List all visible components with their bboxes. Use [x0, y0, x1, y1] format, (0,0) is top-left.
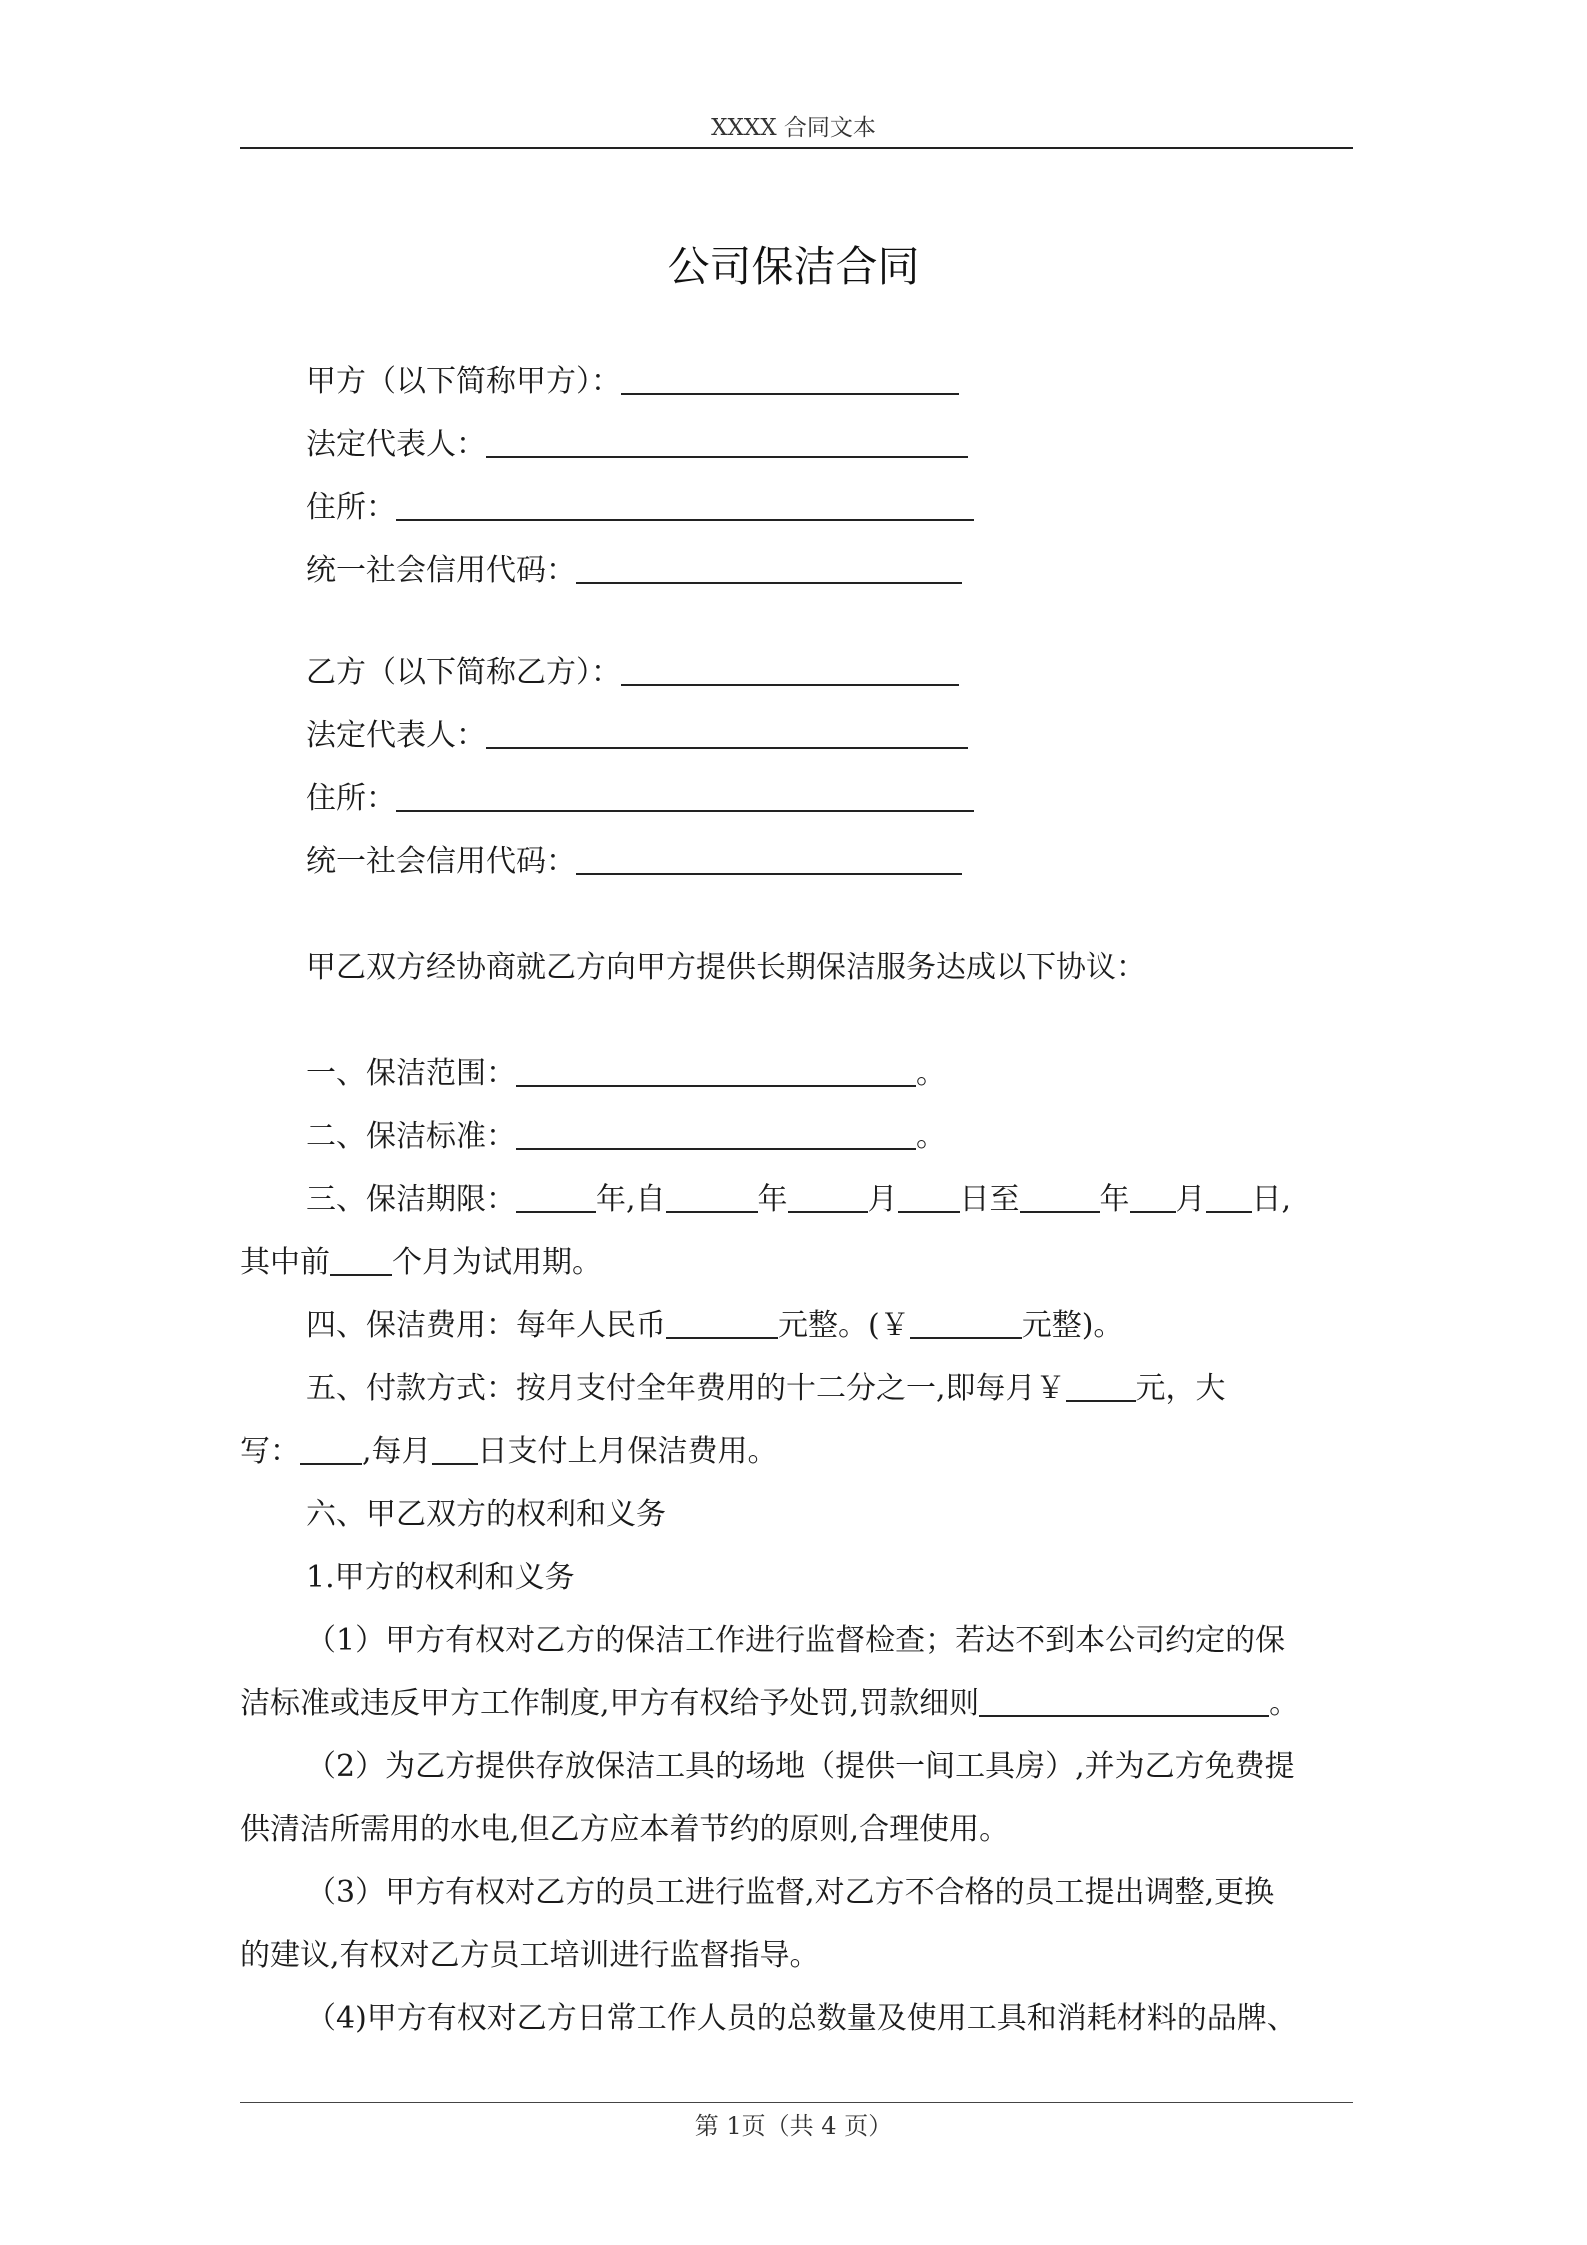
clause-3-start-month-blank[interactable]	[788, 1181, 868, 1213]
party-b-rep-blank[interactable]	[486, 717, 968, 749]
clause-3-text: 年	[757, 1182, 788, 1217]
party-b-addr-label: 住所：	[306, 781, 396, 816]
party-b-name-blank[interactable]	[621, 654, 959, 686]
party-a-code-blank[interactable]	[576, 552, 962, 584]
party-a-addr-line	[306, 488, 974, 528]
clause-3-text: 个月为试用期。	[392, 1245, 602, 1280]
clause-4-text: 元整。(￥	[778, 1308, 910, 1343]
party-b-rep-line	[306, 716, 968, 756]
clause-5-text: 写：	[240, 1434, 300, 1469]
party-a-addr-label: 住所：	[306, 490, 396, 525]
clause-3-line-1	[306, 1180, 1291, 1220]
clause-5-text: 日支付上月保洁费用。	[477, 1434, 778, 1469]
clause-3-start-year-blank[interactable]	[666, 1181, 758, 1213]
party-a-duty-2-line-1: （2）为乙方提供存放保洁工具的场地（提供一间工具房）,并为乙方免费提	[306, 1749, 1295, 1784]
clause-3-end-day-blank[interactable]	[1206, 1181, 1252, 1213]
clause-5-line-2	[240, 1432, 778, 1472]
clause-3-text: 月	[867, 1182, 898, 1217]
clause-5-uppercase-blank[interactable]	[300, 1433, 362, 1465]
clause-5-line-1	[306, 1369, 1226, 1409]
clause-5-monthly-blank[interactable]	[1066, 1370, 1136, 1402]
party-a-name-line	[306, 362, 959, 402]
header-rule	[240, 147, 1353, 149]
clause-3-text: 月	[1175, 1182, 1206, 1217]
clause-4	[306, 1306, 1123, 1346]
clause-4-amount-blank[interactable]	[666, 1307, 778, 1339]
party-a-duty-1-text: 洁标准或违反甲方工作制度,甲方有权给予处罚,罚款细则	[240, 1686, 980, 1721]
clause-2-label: 二、保洁标准：	[306, 1119, 516, 1154]
penalty-details-blank[interactable]	[979, 1685, 1269, 1717]
clause-3-text: 其中前	[240, 1245, 330, 1280]
party-a-addr-blank[interactable]	[396, 489, 974, 521]
party-a-name-label: 甲方（以下简称甲方）：	[306, 364, 621, 399]
clause-4-label: 四、保洁费用：每年人民币	[306, 1308, 666, 1343]
clause-2-blank[interactable]	[516, 1118, 916, 1150]
party-b-code-label: 统一社会信用代码：	[306, 844, 576, 879]
party-a-rep-blank[interactable]	[486, 426, 968, 458]
party-a-duty-1-end: 。	[1269, 1686, 1300, 1721]
clause-2	[306, 1117, 946, 1157]
clause-1	[306, 1054, 946, 1094]
party-b-name-label: 乙方（以下简称乙方）：	[306, 655, 621, 690]
clause-3-text: 日至	[959, 1182, 1020, 1217]
party-a-rep-label: 法定代表人：	[306, 427, 486, 462]
clause-3-text: 日,	[1251, 1182, 1292, 1217]
clause-3-end-month-blank[interactable]	[1130, 1181, 1176, 1213]
party-a-duty-3-line-1: （3）甲方有权对乙方的员工进行监督,对乙方不合格的员工提出调整,更换	[306, 1875, 1275, 1910]
clause-1-label: 一、保洁范围：	[306, 1056, 516, 1091]
party-a-duty-1-line-1: （1）甲方有权对乙方的保洁工作进行监督检查；若达不到本公司约定的保	[306, 1623, 1286, 1658]
clause-3-years-blank[interactable]	[516, 1181, 596, 1213]
clause-4-text: 元整)。	[1021, 1308, 1124, 1343]
footer-rule	[240, 2102, 1353, 2103]
party-b-addr-line	[306, 779, 974, 819]
clause-3-text: 年	[1099, 1182, 1130, 1217]
clause-5-day-blank[interactable]	[432, 1433, 478, 1465]
party-b-name-line	[306, 653, 959, 693]
party-b-code-blank[interactable]	[576, 843, 962, 875]
party-a-name-blank[interactable]	[621, 363, 959, 395]
clause-5-text: ,每月	[362, 1434, 432, 1469]
clause-3-end-year-blank[interactable]	[1020, 1181, 1100, 1213]
clause-2-end: 。	[916, 1119, 946, 1154]
clause-3-label: 三、保洁期限：	[306, 1182, 516, 1217]
clause-3-trial-blank[interactable]	[330, 1244, 392, 1276]
party-b-code-line	[306, 842, 962, 882]
intro-paragraph: 甲乙双方经协商就乙方向甲方提供长期保洁服务达成以下协议：	[306, 950, 1146, 985]
party-a-rep-line	[306, 425, 968, 465]
clause-6-heading: 六、甲乙双方的权利和义务	[306, 1497, 666, 1532]
clause-3-start-day-blank[interactable]	[898, 1181, 960, 1213]
clause-5-label: 五、付款方式：按月支付全年费用的十二分之一,即每月￥	[306, 1371, 1066, 1406]
clause-4-amount-figure-blank[interactable]	[910, 1307, 1022, 1339]
party-a-code-label: 统一社会信用代码：	[306, 553, 576, 588]
party-b-addr-blank[interactable]	[396, 780, 974, 812]
party-a-duty-4-line-1: （4)甲方有权对乙方日常工作人员的总数量及使用工具和消耗材料的品牌、	[306, 2001, 1297, 2036]
clause-3-line-2	[240, 1243, 602, 1283]
document-title: 公司保洁合同	[667, 242, 920, 291]
clause-1-blank[interactable]	[516, 1055, 916, 1087]
party-a-duty-1-line-2	[240, 1684, 1299, 1724]
party-b-rep-label: 法定代表人：	[306, 718, 486, 753]
party-a-code-line	[306, 551, 962, 591]
party-a-duty-2-line-2: 供清洁所需用的水电,但乙方应本着节约的原则,合理使用。	[240, 1812, 1010, 1847]
clause-6-1-heading: 1.甲方的权利和义务	[306, 1560, 575, 1595]
clause-5-text: 元，大	[1135, 1371, 1226, 1406]
page-footer: 第 1页（共 4 页）	[694, 2112, 893, 2140]
party-a-duty-3-line-2: 的建议,有权对乙方员工培训进行监督指导。	[240, 1938, 820, 1973]
page-header: XXXX 合同文本	[711, 115, 876, 141]
clause-3-text: 年,自	[596, 1182, 666, 1217]
clause-1-end: 。	[916, 1056, 946, 1091]
